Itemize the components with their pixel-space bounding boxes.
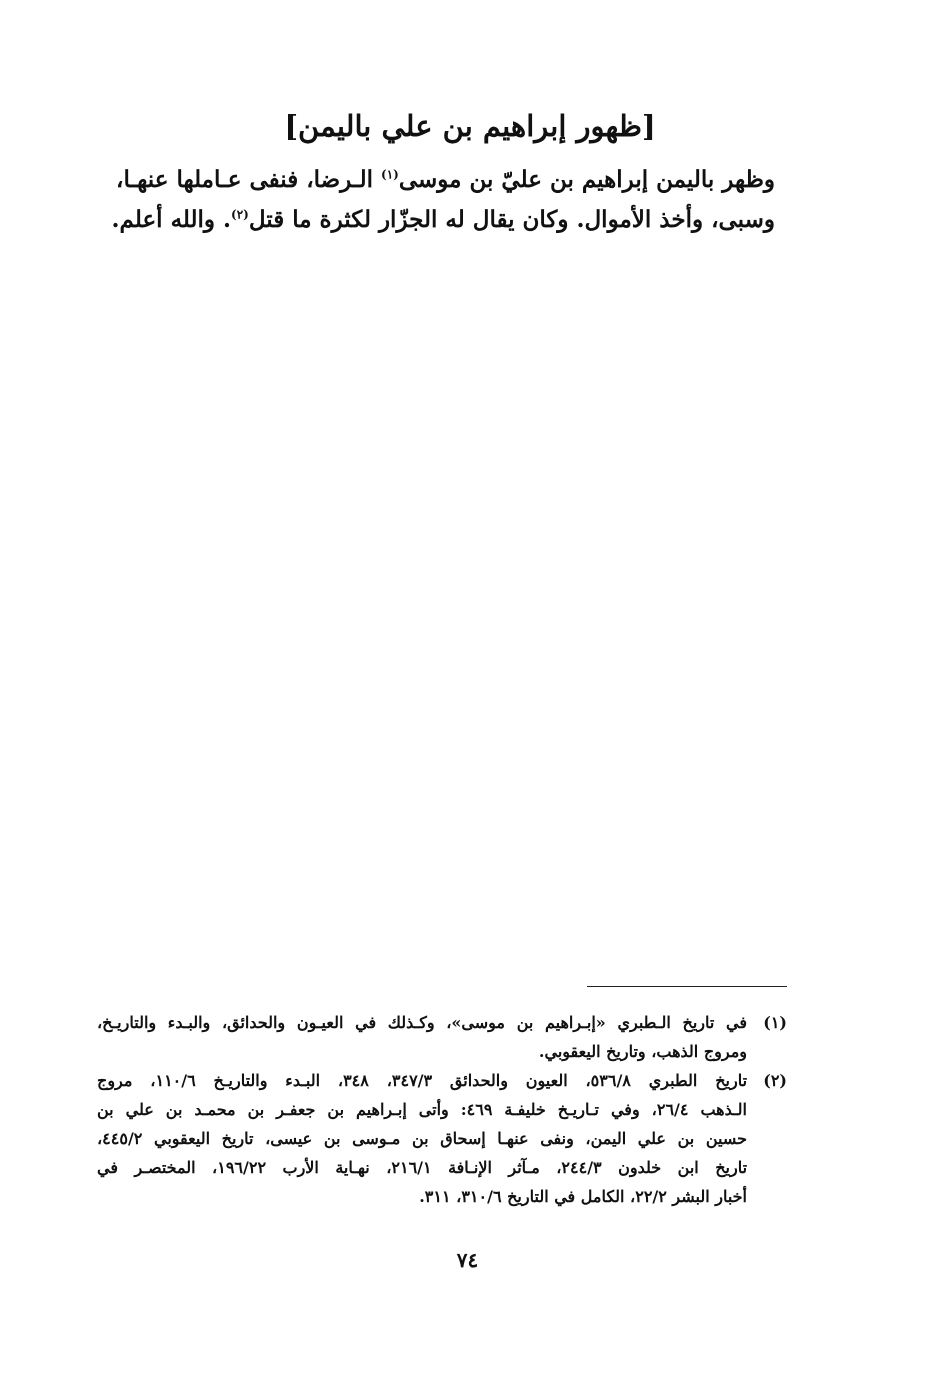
body-text-segment: وسبى، وأخذ الأموال. وكان يقال له الجزّار لكثرة ما قتل — [248, 206, 775, 233]
page-number: ٧٤ — [456, 1248, 479, 1272]
footnote-line: تاريخ الطبري ٥٣٦/٨، العيون والحدائق ٣٤٧/٣، ٣٤٨، البـدء والتاريـخ ١١٠/٦، مروج — [97, 1071, 748, 1090]
footnote-reference[interactable]: (٢) — [231, 207, 249, 222]
footnote — [97, 1008, 787, 1066]
body-paragraph — [111, 160, 775, 240]
footnote-divider — [587, 986, 787, 987]
footnote — [97, 1066, 787, 1211]
body-text-segment: . والله أعلم. — [111, 206, 232, 233]
footnote-line: أخبار البشر ٢٢/٢، الكامل في التاريخ ٣١٠/٦، ٣١١. — [419, 1187, 747, 1206]
body-text-segment: وظهر باليمن إبراهيم بن عليّ بن موسى — [398, 166, 775, 193]
section-heading: [ظهور إبراهيم بن علي باليمن] — [284, 109, 656, 143]
body-text-segment: الـرضا، فنفى عـاملها عنهـا، — [116, 166, 382, 193]
body-line — [111, 200, 775, 240]
footnote-line: ومروج الذهب، وتاريخ اليعقوبي. — [538, 1042, 747, 1061]
footnote-line: الـذهب ٢٦/٤، وفي تـاريـخ خليفـة ٤٦٩: وأتى إبـراهيم بن جعفـر بن محمـد بن علي بن — [97, 1100, 748, 1119]
footnote-number: (١) — [763, 1013, 787, 1032]
footnote-line: حسين بن علي اليمن، ونفى عنهـا إسحاق بن مـوسى بن عيسى، تاريخ اليعقوبي ٤٤٥/٢، — [97, 1129, 747, 1148]
footnote-line: تاريخ ابن خلدون ٢٤٤/٣، مـآثر الإنـافة ٢١٦/١، نهـاية الأرب ١٩٦/٢٢، المختصـر في — [97, 1158, 748, 1177]
footnote-line: في تاريخ الـطبري «إبـراهيم بن موسى»، وكـذلك في العيـون والحدائق، والبـدء والتاريـخ، — [97, 1013, 747, 1032]
body-line — [116, 160, 775, 200]
footnote-reference[interactable]: (١) — [381, 167, 399, 182]
footnote-number: (٢) — [763, 1071, 787, 1090]
footnotes — [97, 1008, 787, 1211]
